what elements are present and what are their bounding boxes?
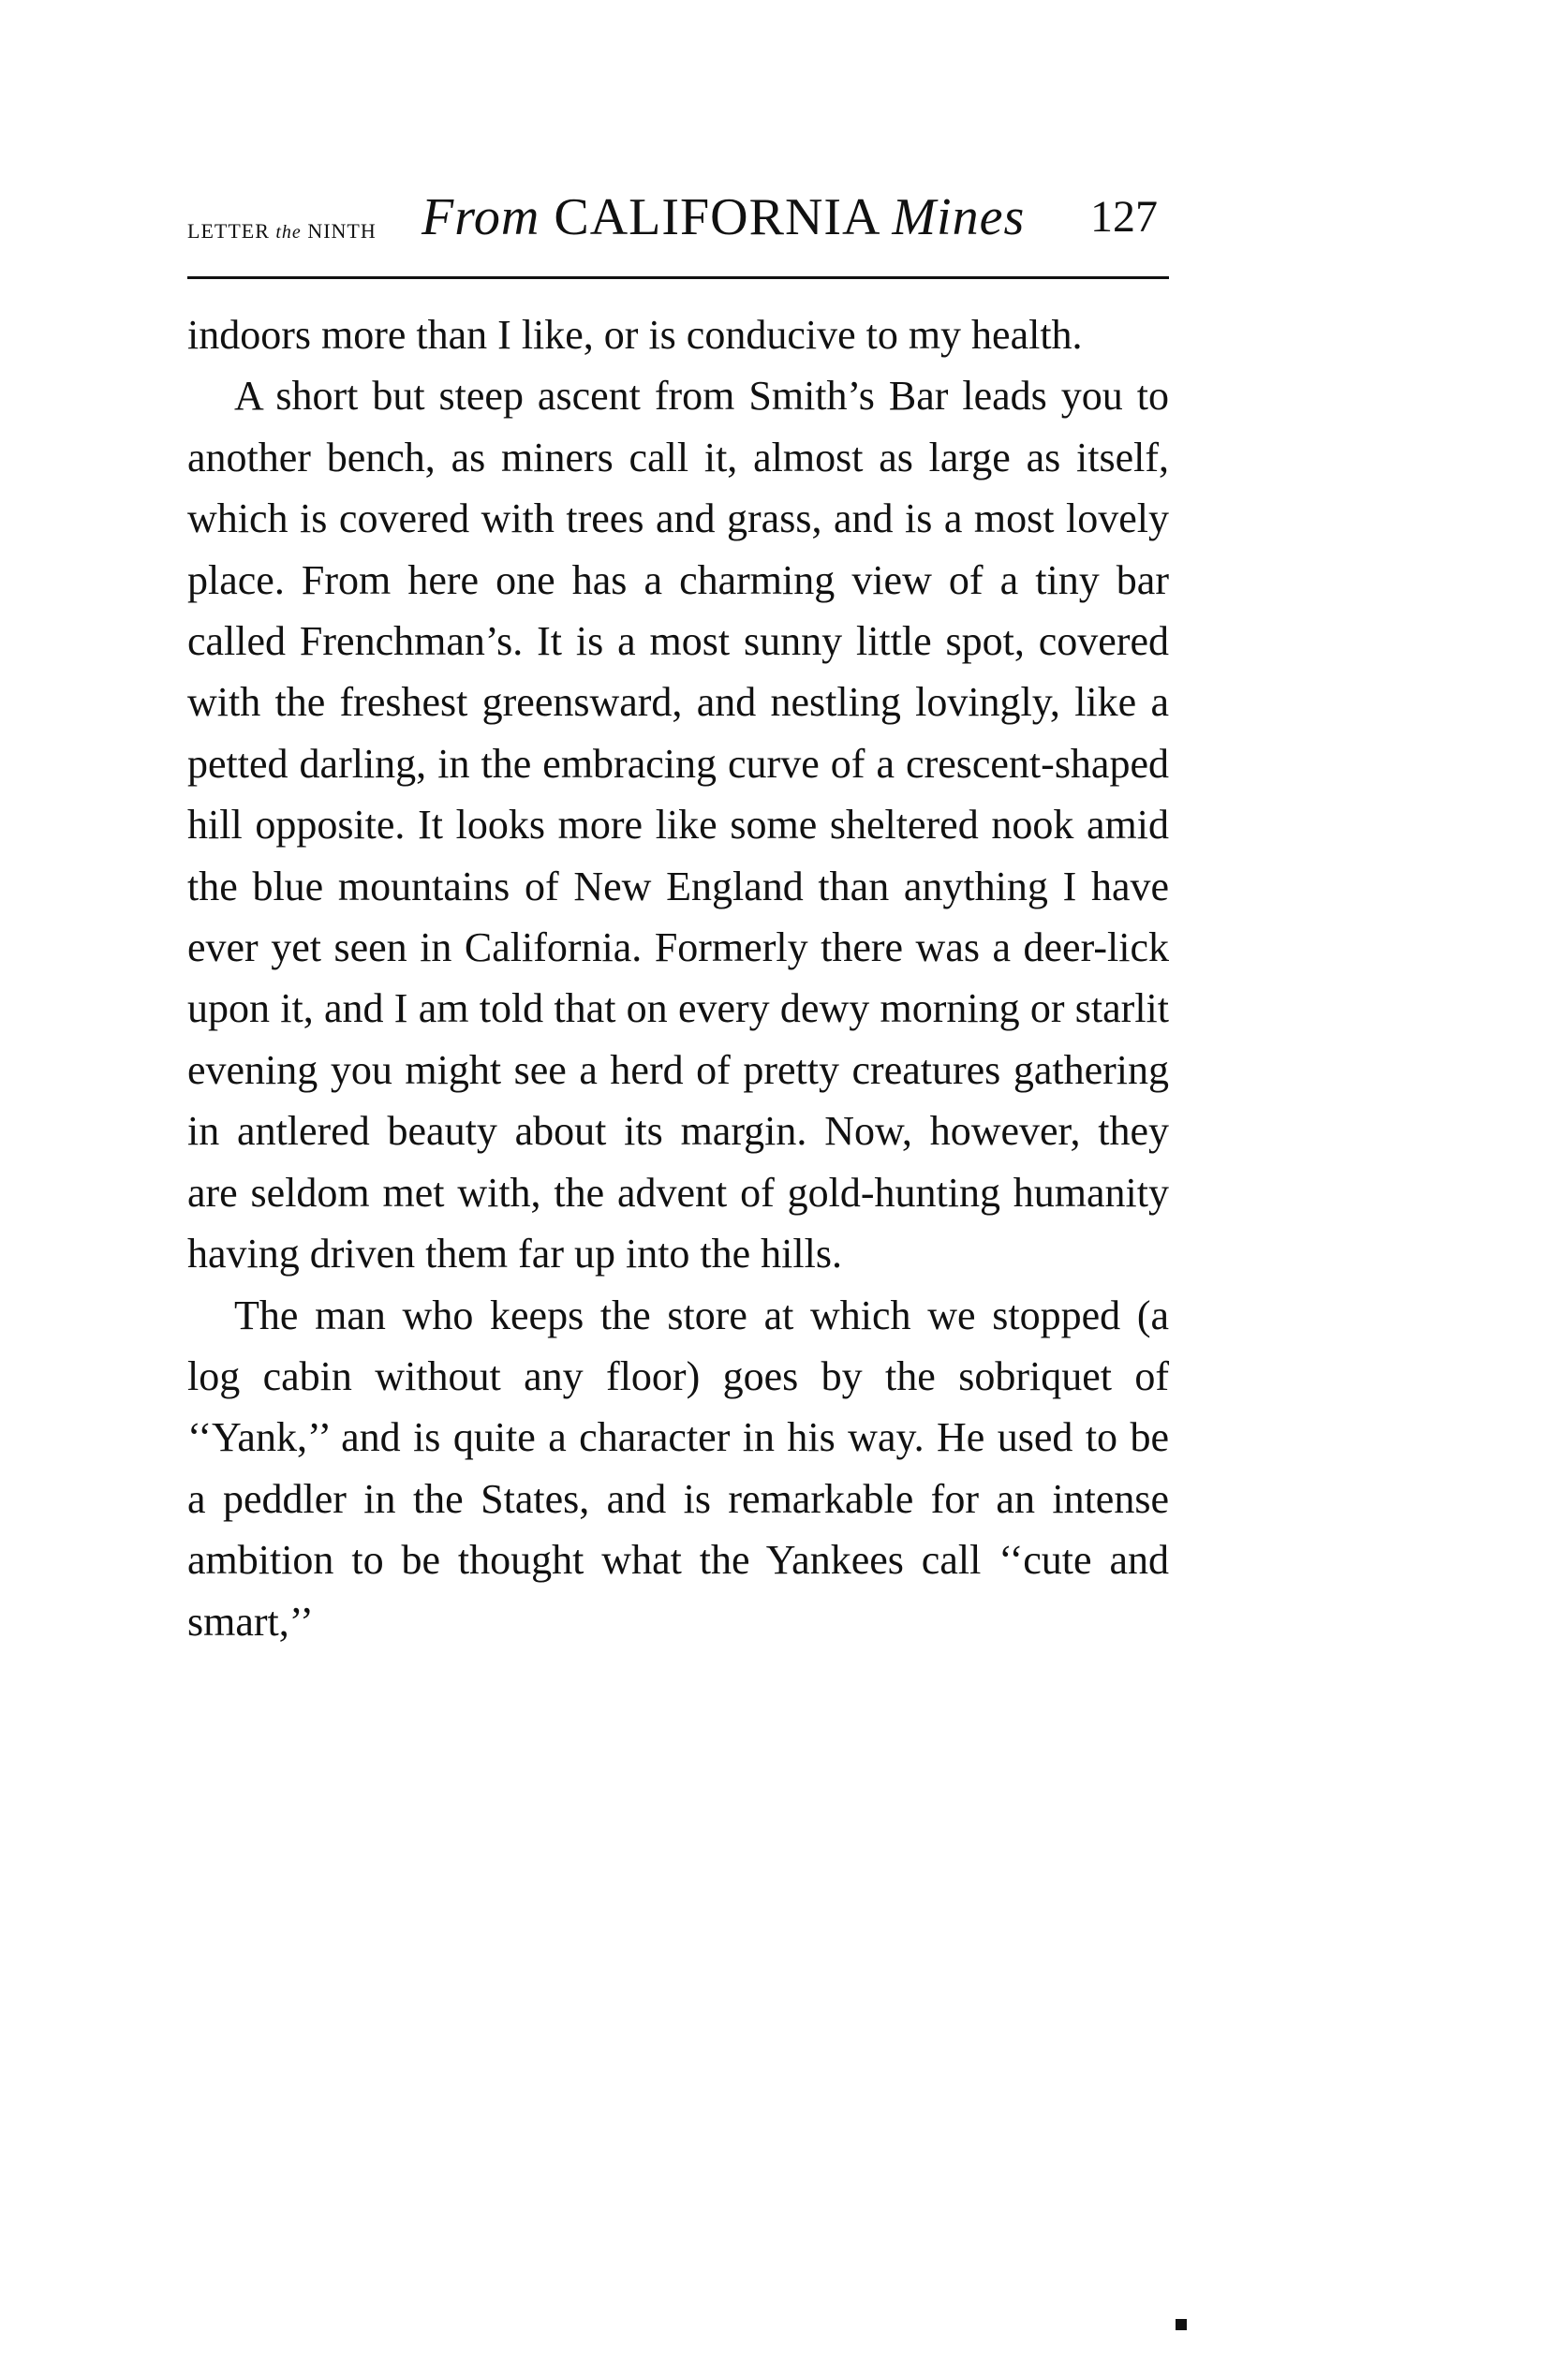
- letter-label-prefix: LETTER: [187, 219, 270, 243]
- book-title: [422, 187, 1025, 247]
- title-mines: Mines: [892, 188, 1026, 246]
- letter-label-suffix: NINTH: [307, 219, 377, 243]
- page-number: 127: [1090, 192, 1158, 242]
- letter-label-the: the: [275, 222, 302, 243]
- header-rule: [187, 276, 1169, 279]
- letter-label: [187, 219, 377, 244]
- title-from: From: [422, 188, 540, 246]
- title-california: CALIFORNIA: [554, 188, 879, 246]
- paragraph-continuation: indoors more than I like, or is conducive to my health.: [187, 312, 1083, 358]
- paragraph-store-keeper: The man who keeps the store at which we stopped (a log cabin without any floor) goes by the sobriquet of ‘‘Yank,’’ and is quite a character in his way. He used to be a peddler in the States, and is remarkable for an intense ambition to be thought what the Yankees call ‘‘cute and smart,’’: [187, 1292, 1169, 1645]
- print-speck: [1176, 2319, 1187, 2330]
- body-text: [187, 304, 1169, 1652]
- paragraph-ascent: A short but steep ascent from Smith’s Bar leads you to another bench, as miners call it, almost as large as itself, which is covered with trees and grass, and is a most lovely place. From here one has a charming view of a tiny bar called Frenchman’s. It is a most sunny little spot, covered with the freshest greensward, and nestling lovingly, like a petted darling, in the embracing curve of a crescent-shaped hill opposite. It looks more like some sheltered nook amid the blue mountains of New England than anything I have ever yet seen in California. Formerly there was a deer-lick upon it, and I am told that on every dewy morning or starlit evening you might see a herd of pretty creatures gathering in antlered beauty about its margin. Now, however, they are seldom met with, the advent of gold-hunting humanity having driven them far up into the hills.: [187, 373, 1169, 1277]
- running-head: [187, 178, 1169, 272]
